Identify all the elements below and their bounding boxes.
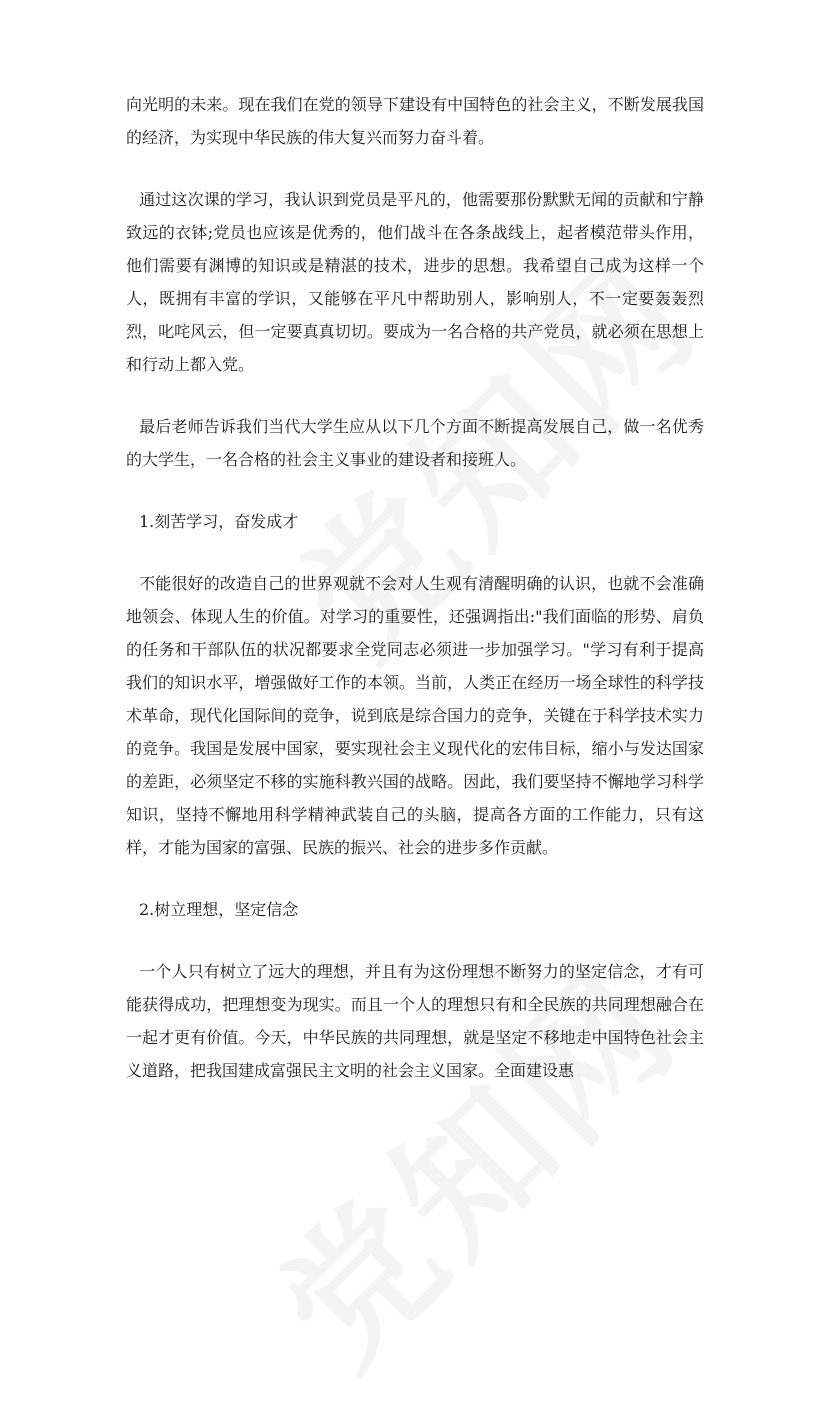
paragraph-text: 不能很好的改造自己的世界观就不会对人生观有清醒明确的认识，也就不会准确地领会、体现人生的价值。对学习的重要性，还强调指出:"我们面临的形势、肩负的任务和干部队伍的状况都要求全党同志必须进一步加强学习。"学习有利于提高我们的知识水平，增强做好工作的本领。当前，人类正在经历一场全球性的科学技术革命，现代化国际间的竞争，说到底是综合国力的竞争，关键在于科学技术实力的竞争。我国是发展中国家，要实现社会主义现代化的宏伟目标，缩小与发达国家的差距，必须坚定不移的实施科教兴国的战略。因此，我们要坚持不懈地学习科学知识，坚持不懈地用科学精神武装自己的头脑，提高各方面的工作能力，只有这样，才能为国家的富强、民族的振兴、社会的进步多作贡献。 (126, 574, 704, 857)
paragraph-text: 一个人只有树立了远大的理想，并且有为这份理想不断努力的坚定信念，才有可能获得成功，把理想变为现实。而且一个人的理想只有和全民族的共同理想融合在一起才更有价值。今天，中华民族的共同理想，就是坚定不移地走中国特色社会主义道路，把我国建成富强民主文明的社会主义国家。全面建设惠 (126, 962, 704, 1080)
paragraph (126, 955, 704, 1087)
section-heading: 2.树立理想，坚定信念 (139, 900, 299, 919)
section-heading: 1.刻苦学习，奋发成才 (139, 512, 299, 531)
paragraph-text: 通过这次课的学习，我认识到党员是平凡的，他需要那份默默无闻的贡献和宁静致远的衣钵;党员也应该是优秀的，他们战斗在各条战线上，起者模范带头作用，他们需要有渊博的知识或是精湛的技术，进步的思想。我希望自己成为这样一个人，既拥有丰富的学识，又能够在平凡中帮助别人，影响别人，不一定要轰轰烈烈，叱咤风云，但一定要真真切切。要成为一名合格的共产党员，就必须在思想上和行动上都入党。 (126, 190, 704, 374)
paragraph-text: 向光明的未来。现在我们在党的领导下建设有中国特色的社会主义，不断发展我国的经济，为实现中华民族的伟大复兴而努力奋斗着。 (126, 95, 704, 147)
paragraph-continuation (126, 88, 704, 154)
paragraph (126, 567, 704, 864)
paragraph-text: 最后老师告诉我们当代大学生应从以下几个方面不断提高发展自己，做一名优秀的大学生，一名合格的社会主义事业的建设者和接班人。 (126, 417, 704, 469)
paragraph (126, 183, 704, 381)
paragraph (126, 410, 704, 476)
